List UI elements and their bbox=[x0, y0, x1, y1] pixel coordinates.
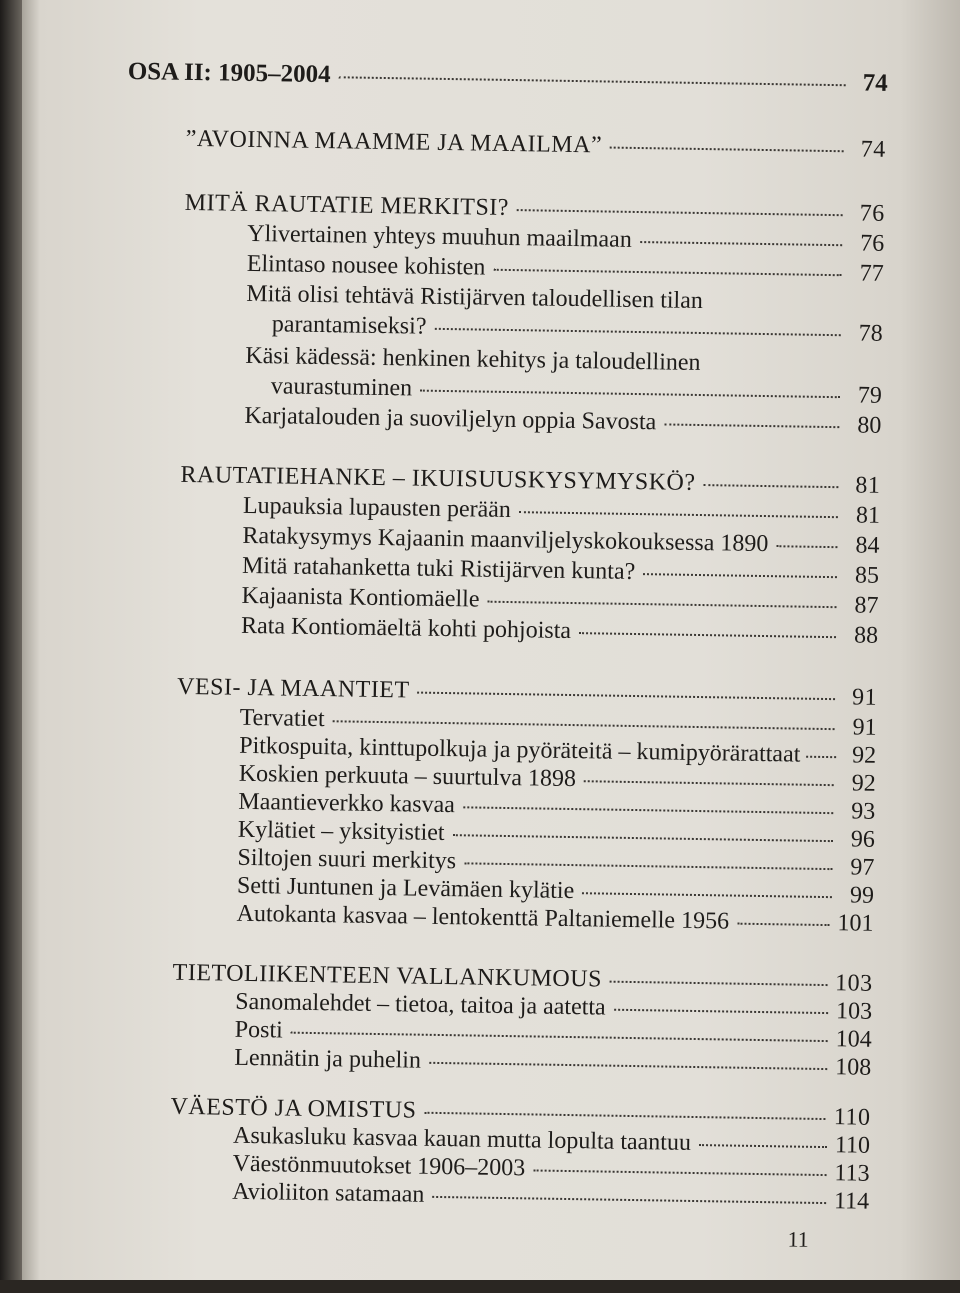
dot-leader bbox=[333, 720, 835, 730]
toc-entry-title: Sanomalehdet – tietoa, taitoa ja aatetta bbox=[235, 988, 606, 1021]
dot-leader bbox=[463, 806, 833, 814]
dot-leader bbox=[643, 573, 837, 578]
toc-entry-title: Ylivertainen yhteys muuhun maailmaan bbox=[247, 220, 633, 253]
toc-entry-title: Kajaanista Kontiomäelle bbox=[241, 582, 480, 613]
dot-leader bbox=[582, 892, 832, 898]
toc-page-number: 96 bbox=[850, 826, 876, 853]
dot-leader bbox=[493, 269, 841, 276]
toc-page-number: 114 bbox=[833, 1188, 870, 1215]
toc-entry-title-continued: parantamiseksi? bbox=[271, 311, 427, 340]
dot-leader bbox=[519, 511, 838, 518]
toc-entry-title: Pitkospuita, kinttupolkuja ja pyöräteitä – kumipyörärattaat bbox=[239, 732, 801, 768]
toc-page-number: 77 bbox=[859, 260, 884, 287]
dot-leader bbox=[418, 692, 835, 701]
toc-part-title: OSA II: 1905–2004 bbox=[127, 57, 331, 89]
toc-entry bbox=[272, 310, 883, 348]
toc-page-number: 97 bbox=[850, 854, 875, 881]
dot-leader bbox=[664, 423, 839, 428]
dot-leader bbox=[610, 147, 844, 153]
toc-page-number: 78 bbox=[858, 320, 883, 347]
toc-page-number: 92 bbox=[851, 770, 876, 797]
toc-page-number: 113 bbox=[834, 1160, 870, 1187]
toc-page-number: 103 bbox=[834, 970, 873, 997]
dot-leader bbox=[424, 1112, 825, 1120]
toc-chapter bbox=[186, 125, 886, 164]
toc-chapter-title: TIETOLIIKENTEEN VALLANKUMOUS bbox=[172, 959, 603, 993]
toc-chapter-title: VESI- JA MAANTIET bbox=[176, 673, 410, 704]
toc-page-number: 76 bbox=[860, 230, 885, 257]
toc-chapter-title: VÄESTÖ JA OMISTUS bbox=[170, 1093, 417, 1124]
toc-page-number: 92 bbox=[851, 742, 877, 769]
toc-page-number: 103 bbox=[835, 998, 873, 1025]
toc-chapter-title: RAUTATIEHANKE – IKUISUUSKYSYMYSKÖ? bbox=[180, 461, 696, 496]
dot-leader bbox=[432, 1196, 826, 1204]
toc-entry-title: Mitä ratahanketta tuki Ristijärven kunta? bbox=[241, 552, 636, 585]
toc-page-number: 93 bbox=[851, 798, 876, 825]
toc-entry-title: Koskien perkuuta – suurtulva 1898 bbox=[238, 760, 577, 793]
toc-entry-title: Posti bbox=[234, 1016, 284, 1044]
dot-leader bbox=[339, 76, 846, 86]
toc-page-number: 101 bbox=[837, 910, 874, 937]
toc-entry-title: Lupauksia lupausten perään bbox=[242, 492, 512, 524]
toc-page-number: 110 bbox=[834, 1132, 871, 1159]
toc-page-number: 85 bbox=[854, 562, 880, 589]
dot-leader bbox=[737, 923, 830, 926]
toc-page-number: 88 bbox=[853, 622, 879, 649]
toc-page-number: 81 bbox=[855, 472, 881, 499]
dot-leader bbox=[614, 1009, 828, 1014]
toc-page-number: 104 bbox=[835, 1026, 872, 1053]
toc-chapter-title: ”AVOINNA MAAMME JA MAAILMA” bbox=[185, 125, 603, 159]
toc-page-number: 91 bbox=[851, 684, 878, 711]
dot-leader bbox=[776, 545, 837, 548]
dot-leader bbox=[533, 1169, 826, 1176]
dot-leader bbox=[517, 209, 843, 216]
toc-page-number: 79 bbox=[857, 382, 883, 409]
toc-entry-title-continued: vaurastuminen bbox=[270, 373, 413, 402]
toc-entry-title: Siltojen suuri merkitys bbox=[237, 844, 457, 875]
toc-entry-title: Karjatalouden ja suoviljelyn oppia Savosta bbox=[244, 402, 657, 436]
dot-leader bbox=[453, 834, 833, 842]
toc-page-number: 81 bbox=[855, 502, 881, 529]
toc-entry-title: Käsi kädessä: henkinen kehitys ja taloudellinen bbox=[245, 342, 701, 376]
dot-leader bbox=[487, 601, 836, 608]
toc-page-number: 74 bbox=[862, 69, 888, 97]
toc-entry-title: Maantieverkko kasvaa bbox=[238, 788, 456, 819]
toc-entry-title: Lennätin ja puhelin bbox=[234, 1044, 422, 1074]
dot-leader bbox=[806, 756, 836, 758]
toc-page-number: 80 bbox=[857, 412, 882, 439]
toc-page-number: 87 bbox=[854, 592, 879, 619]
toc-page-number: 76 bbox=[859, 200, 885, 227]
toc-page-number: 74 bbox=[860, 136, 886, 163]
toc-page-number: 99 bbox=[849, 882, 875, 909]
dot-leader bbox=[464, 862, 832, 870]
dot-leader bbox=[429, 1062, 827, 1070]
toc-page-number: 110 bbox=[833, 1104, 871, 1131]
toc-entry-title: Setti Juntunen ja Levämäen kylätie bbox=[236, 872, 575, 905]
toc-chapter-title: MITÄ RAUTATIE MERKITSI? bbox=[184, 189, 510, 221]
toc-entry-title: Elintaso nousee kohisten bbox=[246, 250, 486, 281]
toc-entry-title: Väestönmuutokset 1906–2003 bbox=[232, 1150, 526, 1182]
toc-entry-title: Ratakysymys Kajaanin maanviljelyskokouksessa 1890 bbox=[242, 522, 769, 558]
toc-page-number: 91 bbox=[852, 714, 877, 741]
toc-entry-title: Tervatiet bbox=[239, 704, 325, 733]
dot-leader bbox=[291, 1032, 828, 1042]
dot-leader bbox=[579, 632, 836, 638]
toc-part-heading bbox=[128, 58, 888, 98]
footer-page-number: 11 bbox=[787, 1226, 809, 1252]
toc-page-number: 108 bbox=[835, 1054, 872, 1081]
toc-entry-title: Asukasluku kasvaa kauan mutta lopulta taantuu bbox=[232, 1122, 692, 1156]
toc-page-number: 84 bbox=[855, 532, 880, 559]
dot-leader bbox=[640, 241, 842, 246]
dot-leader bbox=[434, 328, 840, 336]
dot-leader bbox=[699, 1144, 827, 1148]
toc-entry-title: Mitä olisi tehtävä Ristijärven taloudellisen tilan bbox=[246, 280, 704, 315]
dot-leader bbox=[584, 780, 834, 786]
toc-entry-title: Autokanta kasvaa – lentokenttä Paltaniemelle 1956 bbox=[236, 900, 730, 935]
toc-entry-title: Kylätiet – yksityistiet bbox=[237, 816, 445, 847]
dot-leader bbox=[703, 484, 838, 488]
dot-leader bbox=[610, 981, 827, 986]
toc-entry-title: Avioliiton satamaan bbox=[232, 1178, 425, 1208]
dot-leader bbox=[420, 390, 840, 399]
toc-entry-title: Rata Kontiomäeltä kohti pohjoista bbox=[240, 612, 572, 644]
